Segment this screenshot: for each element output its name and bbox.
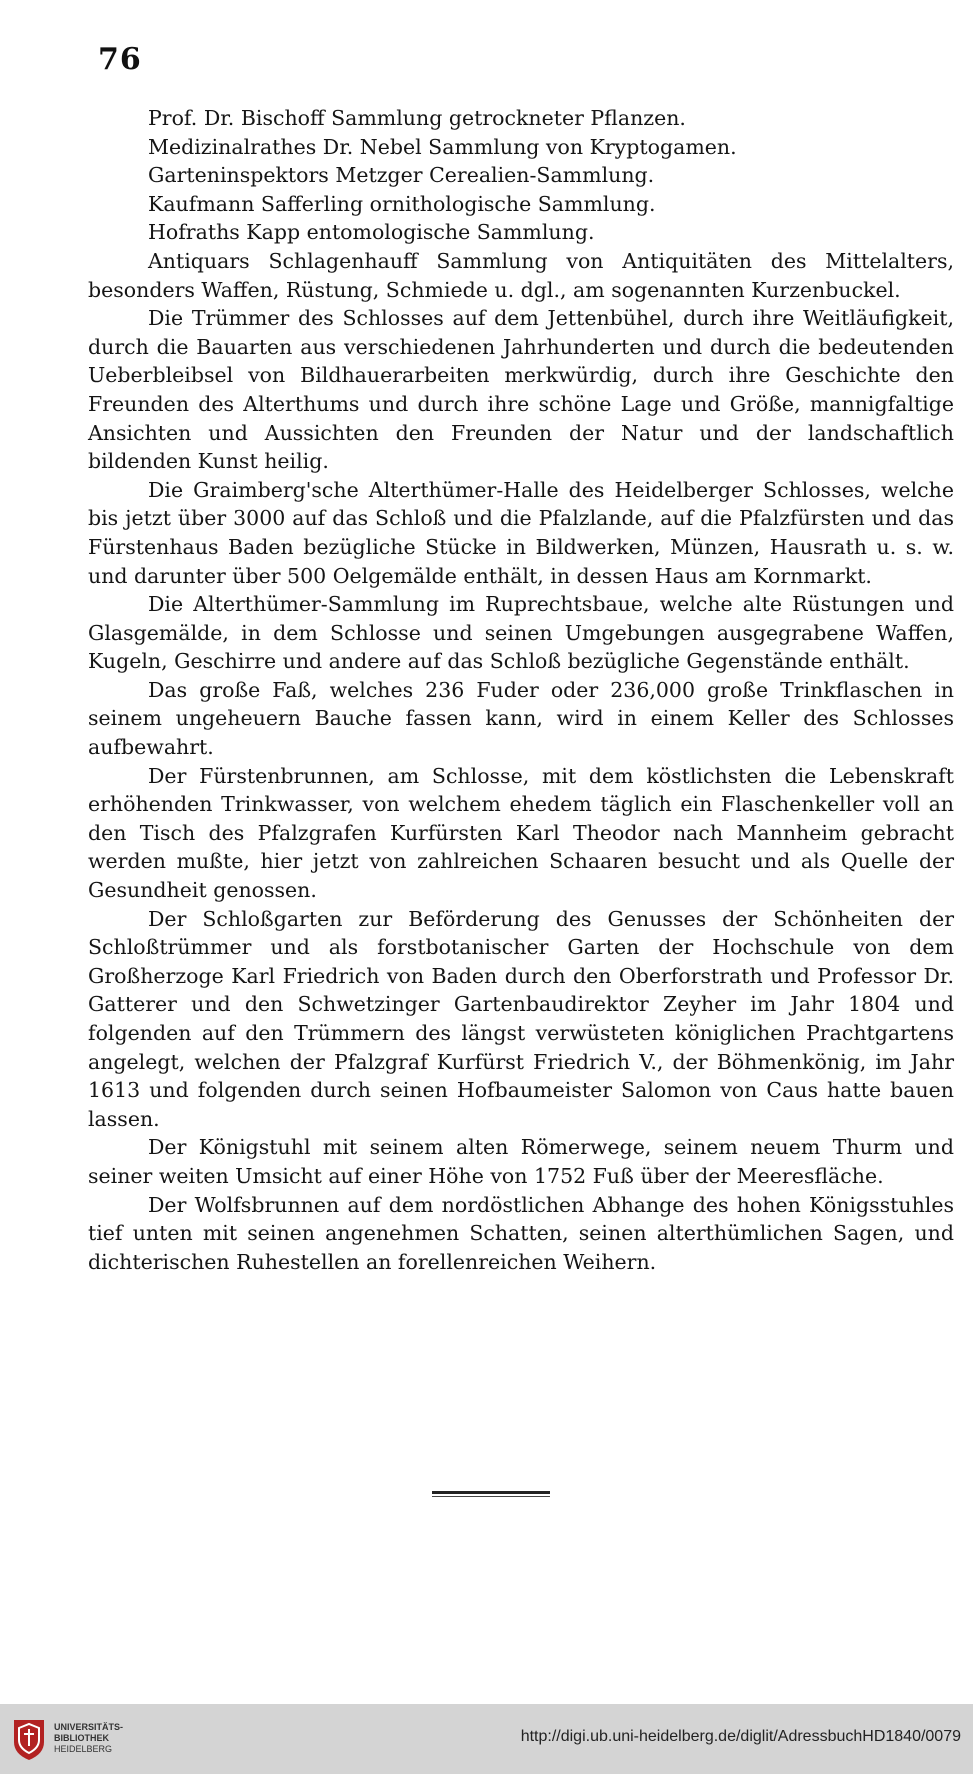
end-rule-thin	[432, 1496, 550, 1497]
viewer-footer	[0, 1704, 973, 1774]
collection-line: Prof. Dr. Bischoff Sammlung getrockneter Pflanzen.	[148, 106, 686, 130]
end-rule-thick	[432, 1491, 550, 1494]
paragraph: Der Fürstenbrunnen, am Schlosse, mit dem köstlichsten die Lebenskraft erhöhenden Trinkwasser, von welchem ehedem täglich ein Flaschenkeller voll an den Tisch des Pfalzgrafen Kurfürsten Karl Theodor nach Mannheim gebracht werden mußte, hier jetzt von zahlreichen Schaaren besucht und als Quelle der Gesundheit genossen.	[88, 763, 954, 903]
collection-line: Hofraths Kapp entomologische Sammlung.	[148, 220, 595, 245]
university-seal-icon	[10, 1716, 48, 1762]
collection-line: Medizinalrathes Dr. Nebel Sammlung von Kryptogamen.	[148, 134, 737, 159]
paragraph: Der Wolfsbrunnen auf dem nordöstlichen Abhange des hohen Königsstuhles tief unten mit seinen angenehmen Schatten, seinen alterthümlichen Sagen, und dichterischen Ruhestellen an forellenreichen Weihern.	[88, 1192, 954, 1274]
library-logo-text	[54, 1722, 123, 1755]
end-rule	[432, 1491, 550, 1497]
paragraph: Die Graimberg'sche Alterthümer-Halle des Heidelberger Schlosses, welche bis jetzt über 3000 auf das Schloß und die Pfalzlande, auf die Pfalzfürsten und das Fürstenhaus Baden bezügliche Stücke in Bildwerken, Münzen, Hausrath u. s. w. und darunter über 500 Oelgemälde enthält, in dessen Haus am Kornmarkt.	[88, 477, 954, 588]
collection-line: Garteninspektors Metzger Cerealien-Sammlung.	[148, 163, 655, 188]
logo-line: BIBLIOTHEK	[54, 1733, 109, 1743]
permalink-url[interactable]: http://digi.ub.uni-heidelberg.de/diglit/AdressbuchHD1840/0079	[520, 1728, 961, 1745]
paragraph: Der Königstuhl mit seinem alten Römerwege, seinem neuem Thurm und seiner weiten Umsicht auf einer Höhe von 1752 Fuß über der Meeresfläche.	[88, 1135, 954, 1188]
logo-line: UNIVERSITÄTS-	[54, 1722, 124, 1732]
page-number: 76	[98, 42, 142, 77]
paragraph: Das große Faß, welches 236 Fuder oder 236,000 große Trinkflaschen in seinem ungeheuern Bauche fassen kann, wird in einem Keller des Schlosses aufbewahrt.	[88, 677, 954, 760]
paragraph: Der Schloßgarten zur Beförderung des Genusses der Schönheiten der Schloßtrümmer und als forstbotanischer Garten der Hochschule von dem Großherzoge Karl Friedrich von Baden durch den Oberforstrath und Professor Dr. Gatterer und den Schwetzinger Gartenbaudirektor Zeyher im Jahr 1804 und folgenden auf den Trümmern des längst verwüsteten königlichen Prachtgartens angelegt, welchen der Pfalzgraf Kurfürst Friedrich V., der Böhmenkönig, im Jahr 1613 und folgenden durch seinen Hofbaumeister Salomon von Caus hatte bauen lassen.	[88, 906, 954, 1131]
paragraph: Die Trümmer des Schlosses auf dem Jettenbühel, durch ihre Weitläufigkeit, durch die Bauarten aus verschiedenen Jahrhunderten und durch die bedeutenden Ueberbleibsel von Bildhauerarbeiten merkwürdig, durch ihre Geschichte den Freunden des Alterthums und durch ihre schöne Lage und Größe, mannigfaltige Ansichten und Aussichten den Freunden der Natur und der landschaftlich bildenden Kunst heilig.	[88, 306, 954, 474]
paragraph: Die Alterthümer-Sammlung im Ruprechtsbaue, welche alte Rüstungen und Glasgemälde, in dem Schlosse und seinen Umgebungen ausgegrabene Waffen, Kugeln, Geschirre und andere auf das Schloß bezügliche Gegenstände enthält.	[88, 592, 954, 674]
page-text	[88, 104, 954, 1276]
logo-line: HEIDELBERG	[54, 1744, 113, 1754]
paragraph: Antiquars Schlagenhauff Sammlung von Antiquitäten des Mittelalters, besonders Waffen, Rüstung, Schmiede u. dgl., am sogenannten Kurzenbuckel.	[88, 248, 954, 302]
collection-line: Kaufmann Safferling ornithologische Sammlung.	[148, 191, 656, 216]
